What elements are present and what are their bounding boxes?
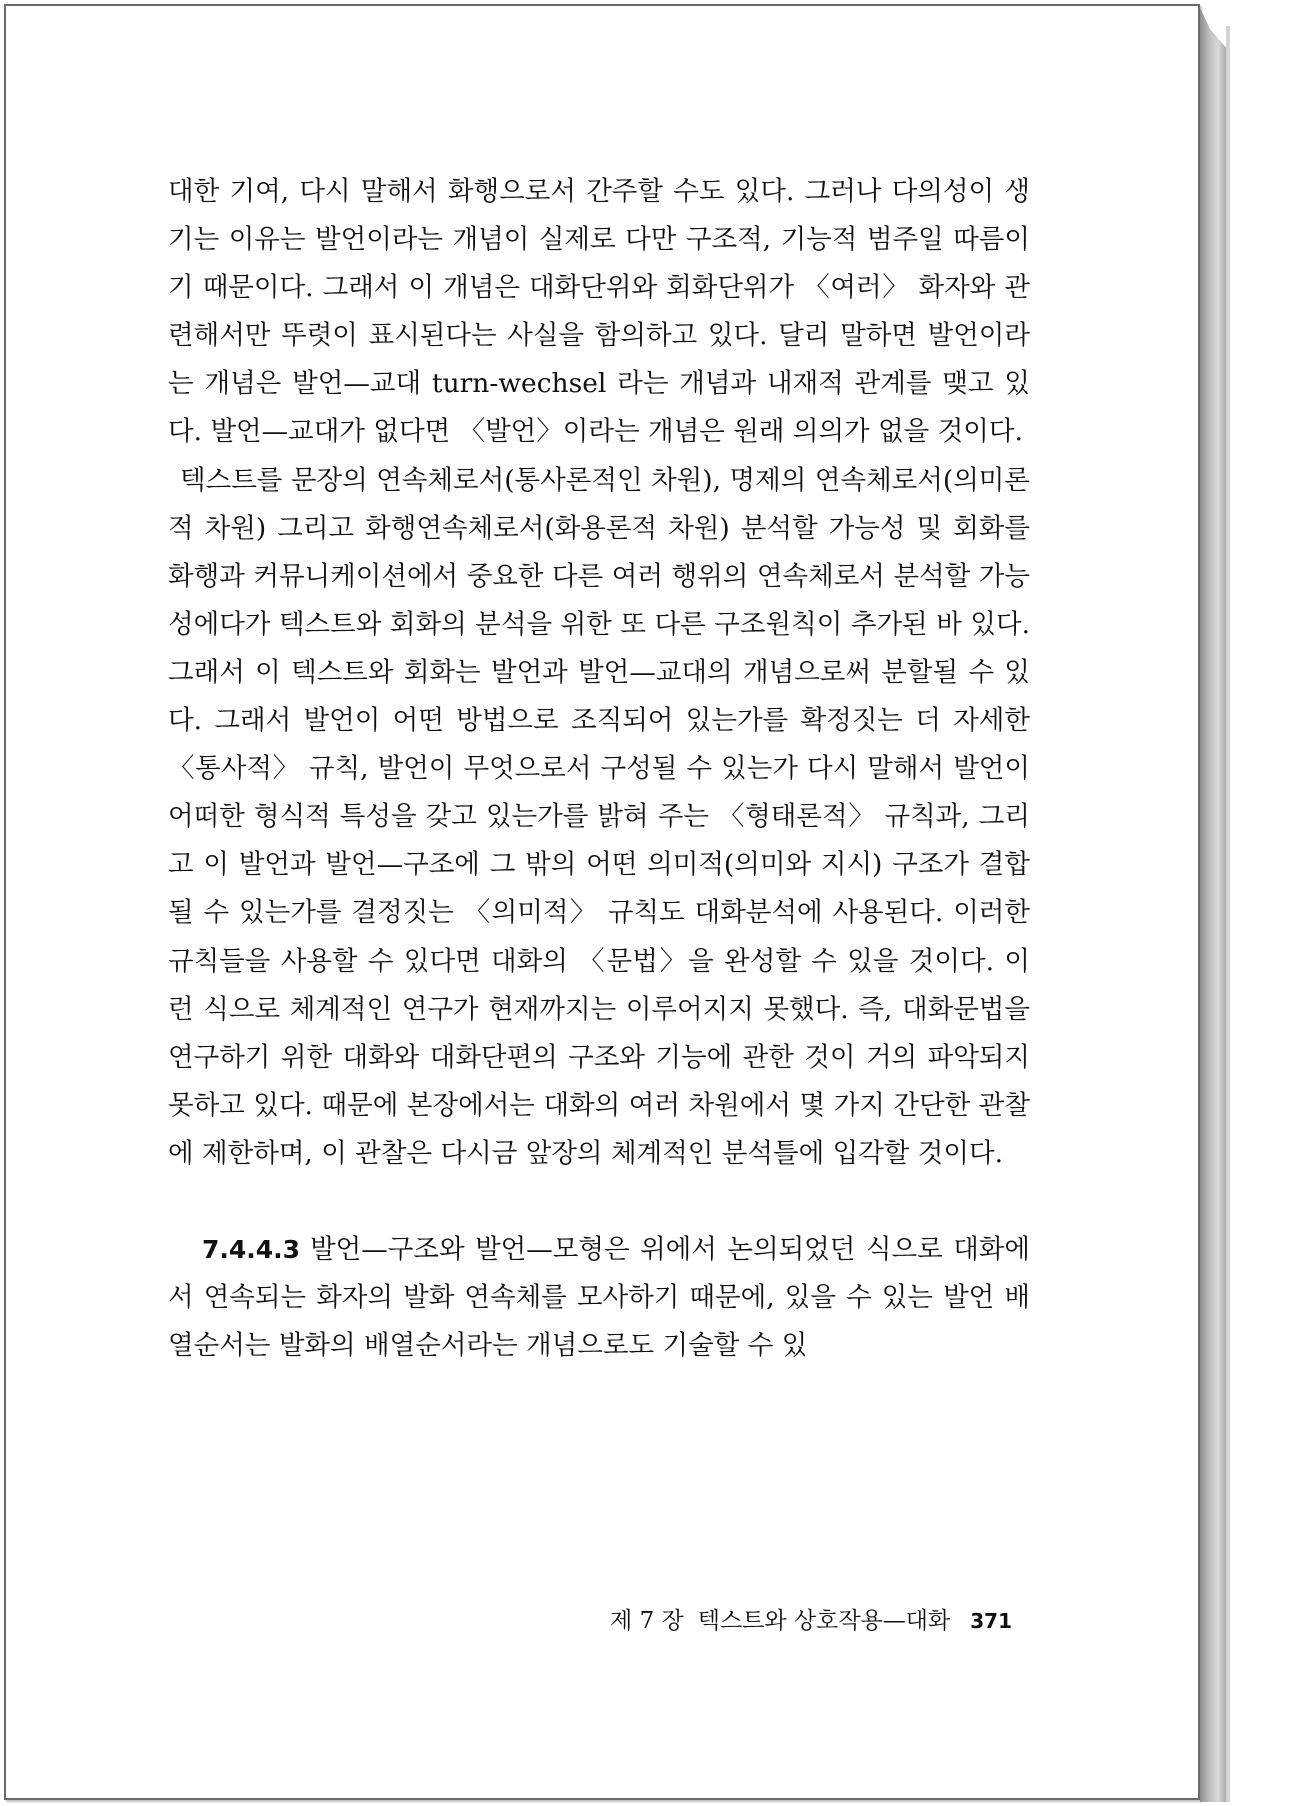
section-number: 7.4.4.3 (202, 1234, 301, 1264)
section-paragraph (168, 1226, 1030, 1370)
paragraph: 텍스트를 문장의 연속체로서(통사론적인 차원), 명제의 연속체로서(의미론적 차원) 그리고 화행연속체로서(화용론적 차원) 분석할 가능성 및 회화를 화행과 커뮤니케이션에서 중요한 다른 여러 행위의 연속체로서 분석할 가능성에다가 텍스트와 회화의 분석을 위한 또 다른 구조원칙이 추가된 바 있다. 그래서 이 텍스트와 회화는 발언과 발언—교대의 개념으로써 분할될 수 있다. 그래서 발언이 어떤 방법으로 조직되어 있는가를 확정짓는 더 자세한 〈통사적〉 규칙, 발언이 무엇으로서 구성될 수 있는가 다시 말해서 발언이 어떠한 형식적 특성을 갖고 있는가를 밝혀 주는 〈형태론적〉 규칙과, 그리고 이 발언과 발언—구조에 그 밖의 어떤 의미적(의미와 지시) 구조가 결합될 수 있는가를 결정짓는 〈의미적〉 규칙도 대화분석에 사용된다. 이러한 규칙들을 사용할 수 있다면 대화의 〈문법〉을 완성할 수 있을 것이다. 이런 식으로 체계적인 연구가 현재까지는 이루어지지 못했다. 즉, 대화문법을 연구하기 위한 대화와 대화단편의 구조와 기능에 관한 것이 거의 파악되지 못하고 있다. 때문에 본장에서는 대화의 여러 차원에서 몇 가지 간단한 관찰에 제한하며, 이 관찰은 다시금 앞장의 체계적인 분석틀에 입각할 것이다. (168, 464, 1030, 1169)
footer-title: 텍스트와 상호작용—대화 (697, 1608, 951, 1634)
page-stack-shadow (1226, 26, 1230, 1802)
running-footer (500, 1602, 1012, 1635)
page-stack-edge (1200, 8, 1226, 1802)
footer-chapter: 제 7 장 (610, 1608, 684, 1634)
body-text (168, 168, 1030, 1370)
page-number: 371 (970, 1609, 1012, 1633)
paragraph-continuation: 대한 기여, 다시 말해서 화행으로서 간주할 수도 있다. 그러나 다의성이 생기는 이유는 발언이라는 개념이 실제로 다만 구조적, 기능적 범주일 따름이기 때문이다. 그래서 이 개념은 대화단위와 회화단위가 〈여러〉 화자와 관련해서만 뚜렷이 표시된다는 사실을 함의하고 있다. 달리 말하면 발언이라는 개념은 발언—교대 turn-wechsel 라는 개념과 내재적 관계를 맺고 있다. 발언—교대가 없다면 〈발언〉이라는 개념은 원래 의의가 없을 것이다. (168, 176, 1030, 448)
section-text: 발언—구조와 발언—모형은 위에서 논의되었던 식으로 대화에서 연속되는 화자의 발화 연속체를 모사하기 때문에, 있을 수 있는 발언 배열순서는 발화의 배열순서라는 개념으로도 기술할 수 있 (168, 1233, 1030, 1362)
